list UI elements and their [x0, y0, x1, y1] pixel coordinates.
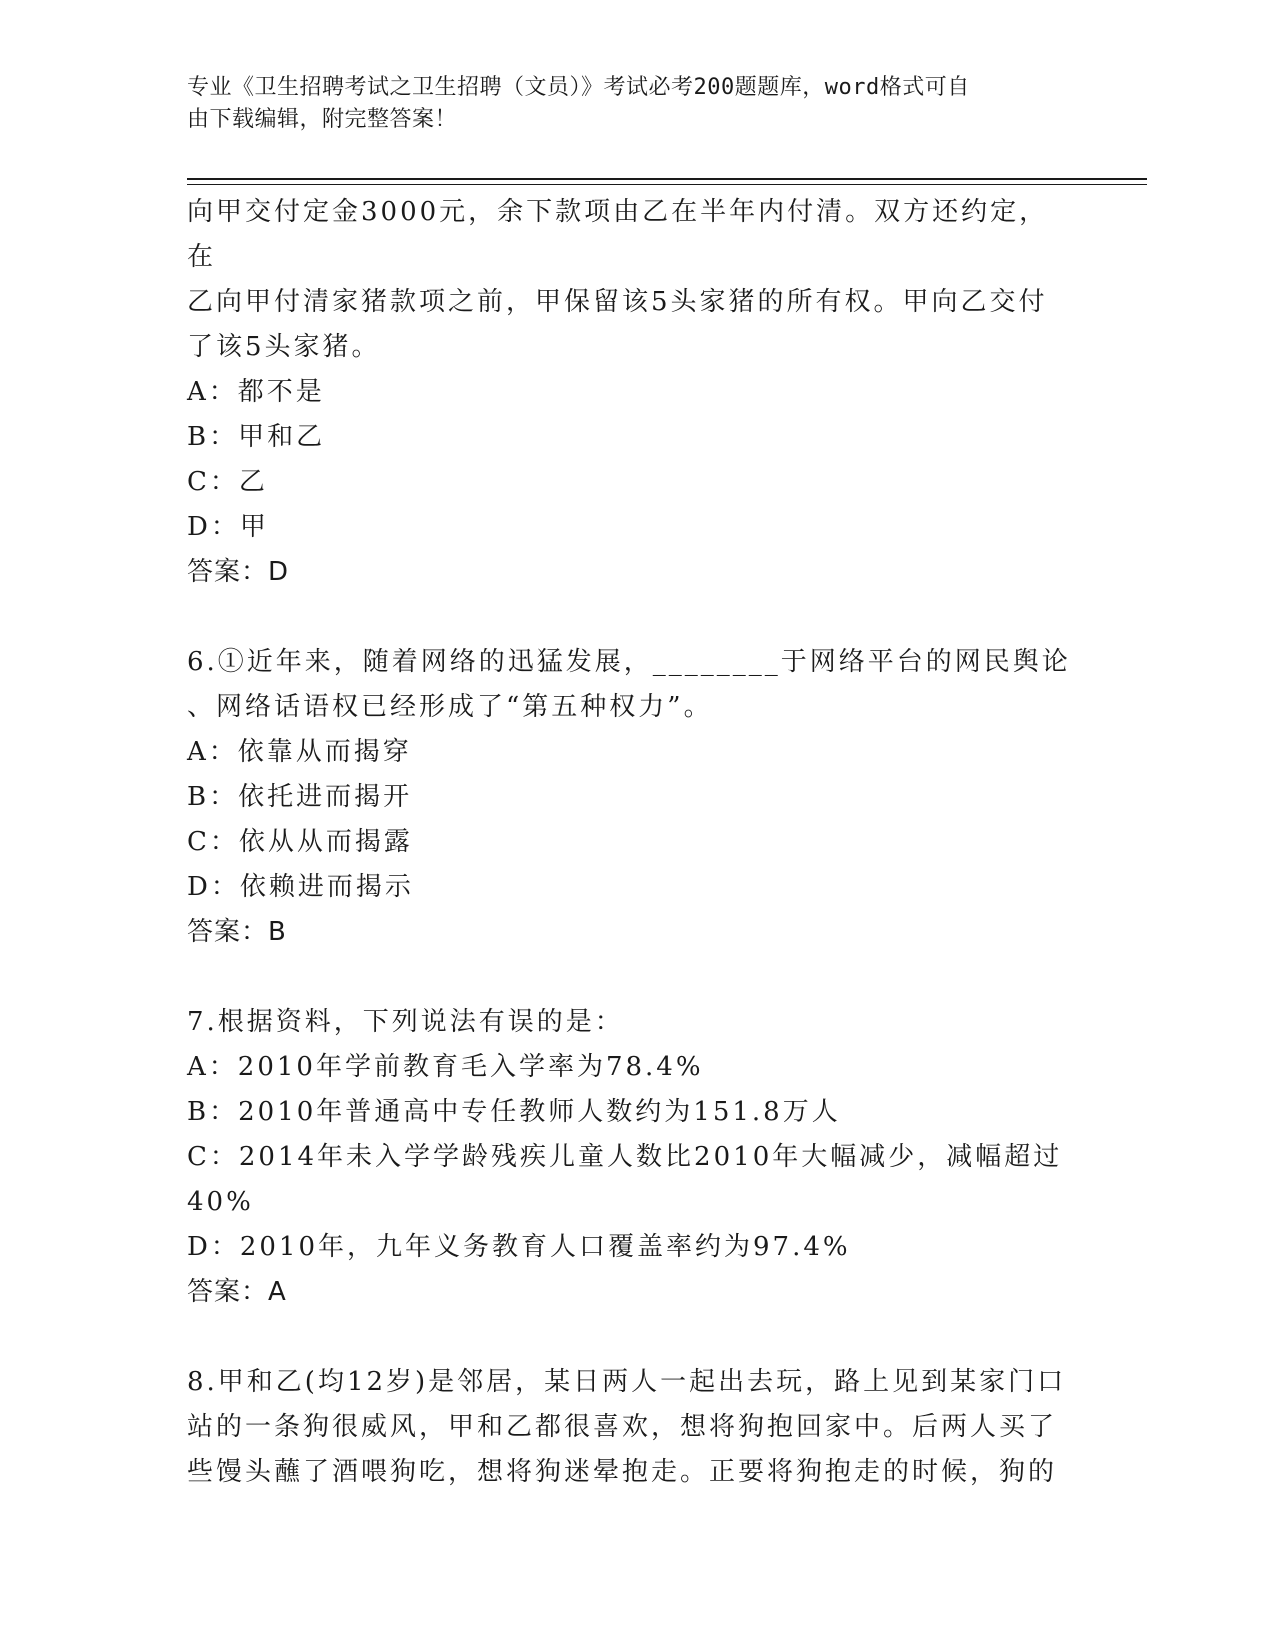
question-5-line-1: 向甲交付定金3000元，余下款项由乙在半年内付清。双方还约定，在 — [187, 197, 1049, 272]
question-6-option-a: A：依靠从而揭穿 — [187, 737, 412, 767]
question-5-line-3: 了该5头家猪。 — [187, 332, 381, 362]
question-8-line-2: 站的一条狗很威风，甲和乙都很喜欢，想将狗抱回家中。后两人买了 — [187, 1412, 1058, 1442]
spacer — [187, 1315, 1077, 1360]
question-5-option-b: B：甲和乙 — [187, 422, 326, 452]
question-6-option-d: D：依赖进而揭示 — [187, 872, 414, 902]
header-line-1: 专业《卫生招聘考试之卫生招聘（文员）》考试必考200题题库，word格式可自 — [187, 75, 970, 100]
question-5-option-c: C：乙 — [187, 467, 268, 497]
question-content — [187, 190, 1077, 1495]
header-rule-thin — [187, 184, 1147, 185]
spacer — [187, 955, 1077, 1000]
header-rule-thick — [187, 178, 1147, 180]
question-7 — [187, 1000, 1077, 1315]
question-8 — [187, 1360, 1077, 1495]
question-6-option-b: B：依托进而揭开 — [187, 782, 413, 812]
question-6 — [187, 640, 1077, 955]
question-6-line-2: 、网络话语权已经形成了“第五种权力”。 — [187, 692, 713, 722]
question-5-line-2: 乙向甲付清家猪款项之前，甲保留该5头家猪的所有权。甲向乙交付 — [187, 287, 1048, 317]
question-7-option-a: A：2010年学前教育毛入学率为78.4% — [187, 1052, 704, 1082]
question-6-option-c: C：依从从而揭露 — [187, 827, 413, 857]
question-7-option-b: B：2010年普通高中专任教师人数约为151.8万人 — [187, 1097, 841, 1127]
question-7-option-c: C：2014年未入学学龄残疾儿童人数比2010年大幅减少，减幅超过 — [187, 1142, 1063, 1172]
spacer — [187, 595, 1077, 640]
question-7-answer: 答案：A — [187, 1277, 287, 1307]
question-6-answer: 答案：B — [187, 917, 287, 947]
question-7-line-1: 7.根据资料，下列说法有误的是： — [187, 1007, 624, 1037]
header-line-2: 由下载编辑，附完整答案！ — [187, 107, 458, 132]
question-8-line-3: 些馒头蘸了酒喂狗吃，想将狗迷晕抱走。正要将狗抱走的时候，狗的 — [187, 1457, 1058, 1487]
question-5-option-a: A：都不是 — [187, 377, 325, 407]
question-7-option-d: D：2010年，九年义务教育人口覆盖率约为97.4% — [187, 1232, 851, 1262]
question-7-option-c-cont: 40% — [187, 1187, 254, 1217]
question-5 — [187, 190, 1077, 595]
question-5-option-d: D：甲 — [187, 512, 269, 542]
question-5-answer: 答案：D — [187, 557, 290, 587]
document-header — [187, 72, 1067, 136]
question-8-line-1: 8.甲和乙(均12岁)是邻居，某日两人一起出去玩，路上见到某家门口 — [187, 1367, 1067, 1397]
question-6-line-1: 6.①近年来，随着网络的迅猛发展，________于网络平台的网民舆论 — [187, 647, 1071, 677]
